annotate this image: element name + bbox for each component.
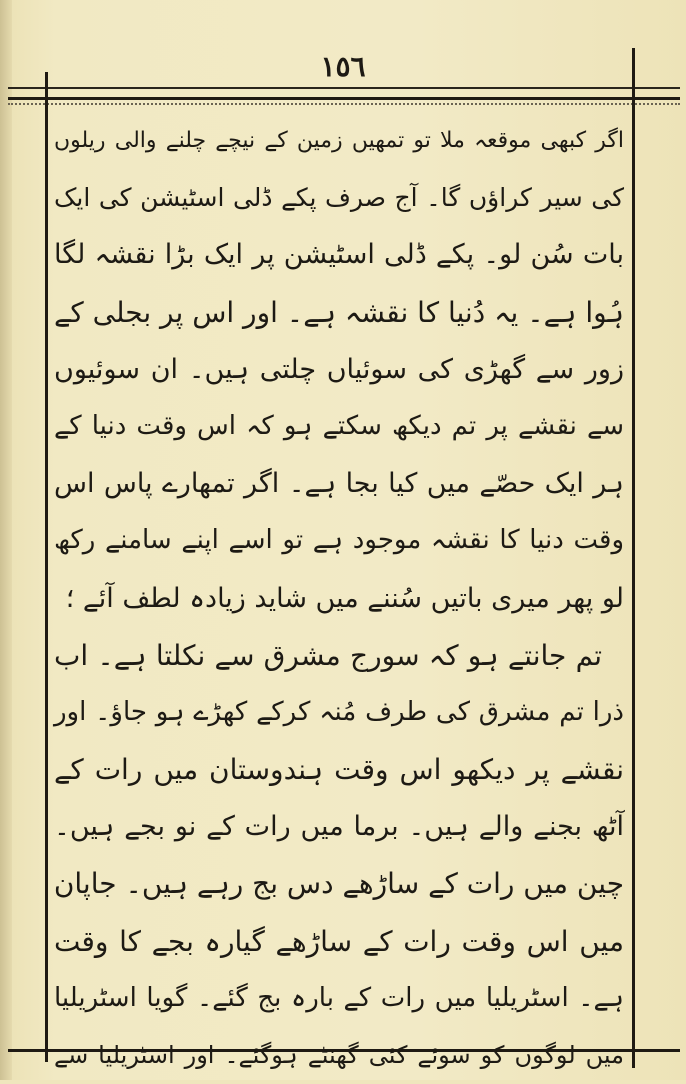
page-gutter-shadow	[0, 0, 12, 1080]
text-line: سے نقشے پر تم دیکھ سکتے ہو کہ اس وقت دنیا کے	[54, 410, 624, 441]
left-border-line	[45, 72, 48, 1062]
text-line: لو پھر میری باتیں سُننے میں شاید زیادہ لطف آئے ؛	[65, 582, 624, 614]
text-line: چین میں رات کے ساڑھے دس بج رہے ہیں۔ جاپان	[53, 867, 624, 901]
header-dotted-rule	[8, 103, 680, 105]
text-line: آٹھ بجنے والے ہیں۔ برما میں رات کے نو بجے ہیں۔	[54, 811, 624, 843]
text-line: ہر ایک حصّے میں کیا بجا ہے۔ اگر تمھارے پاس اس	[54, 468, 624, 500]
text-line: کی سیر کراؤں گا۔ آج صرف پکے ڈلی اسٹیشن کی ایک	[54, 183, 624, 213]
text-line: ذرا تم مشرق کی طرف مُنہ کرکے کھڑے ہو جاؤ۔ اور	[54, 696, 624, 727]
text-line: میں اس وقت رات کے ساڑھے گیارہ بجے کا وقت	[54, 924, 624, 958]
text-line: میں لوگوں کو سوئے کئی گھنٹے ہوگئے۔ اور اسٹریلیا سے	[54, 1041, 624, 1069]
text-line: تم جانتے ہو کہ سورج مشرق سے نکلتا ہے۔ اب	[54, 638, 602, 672]
text-line: بات سُن لو۔ پکے ڈلی اسٹیشن پر ایک بڑا نقشہ لگا	[54, 239, 624, 271]
right-border-line	[632, 48, 635, 1068]
text-line: وقت دنیا کا نقشہ موجود ہے تو اسے اپنے سامنے رکھ	[54, 525, 624, 556]
text-line: اگر کبھی موقعہ ملا تو تمھیں زمین کے نیچے چلنے والی ریلوں	[54, 128, 624, 153]
header-rule-thin	[8, 87, 680, 89]
page-number: ١٥٦	[320, 50, 366, 83]
text-line: ہے۔ اسٹریلیا میں رات کے بارہ بج گئے۔ گویا اسٹریلیا	[54, 982, 624, 1013]
header-rule-thick	[8, 97, 680, 100]
body-text	[50, 112, 628, 1069]
text-line: زور سے گھڑی کی سوئیاں چلتی ہیں۔ ان سوئیوں	[54, 353, 624, 385]
text-line: ہُوا ہے۔ یہ دُنیا کا نقشہ ہے۔ اور اس پر بجلی کے	[54, 295, 624, 329]
text-line: نقشے پر دیکھو اس وقت ہندوستان میں رات کے	[54, 753, 624, 787]
